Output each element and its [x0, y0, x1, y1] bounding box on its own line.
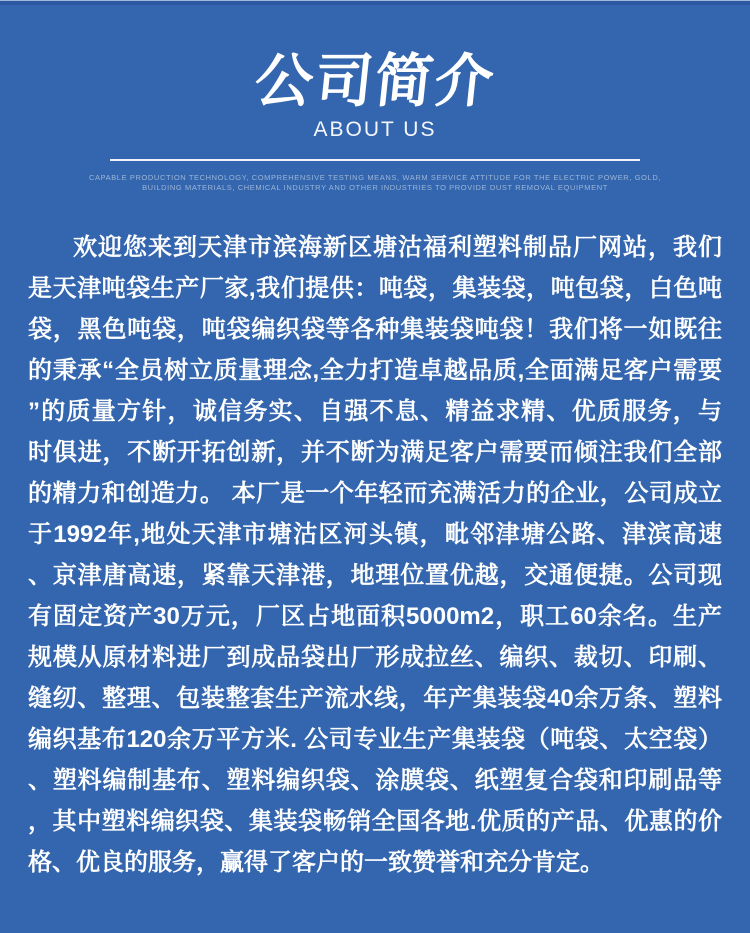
intro-line: 有固定资产30万元，厂区占地面积5000m2，职工60余名。生产 — [28, 603, 722, 630]
intro-line: 时俱进，不断开拓创新，并不断为满足客户需要而倾注我们全部 — [28, 439, 722, 466]
intro-line: ，其中塑料编织袋、集装袋畅销全国各地.优质的产品、优惠的价 — [28, 808, 722, 835]
intro-line: 的精力和创造力。 本厂是一个年轻而充满活力的企业，公司成立 — [28, 480, 722, 507]
intro-line: 、京津唐高速，紧靠天津港，地理位置优越，交通便捷。公司现 — [28, 562, 722, 589]
intro-line: ”的质量方针，诚信务实、自强不息、精益求精、优质服务，与 — [28, 398, 722, 425]
intro-line: 袋，黑色吨袋，吨袋编织袋等各种集装袋吨袋！我们将一如既往 — [28, 316, 722, 343]
divider-line — [110, 159, 640, 161]
intro-line: 规模从原材料进厂到成品袋出厂形成拉丝、编织、裁切、印刷、 — [28, 644, 722, 671]
company-intro-paragraph — [28, 227, 722, 883]
intro-line: 缝纫、整理、包装整套生产流水线，年产集装袋40余万条、塑料 — [28, 685, 722, 712]
intro-line: 的秉承“全员树立质量理念,全力打造卓越品质,全面满足客户需要 — [28, 357, 722, 384]
top-border-strip — [0, 1, 750, 5]
intro-line: 于1992年,地处天津市塘沽区河头镇，毗邻津塘公路、津滨高速 — [28, 521, 722, 548]
intro-line: 欢迎您来到天津市滨海新区塘沽福利塑料制品厂网站，我们 — [73, 234, 722, 261]
english-tagline: CAPABLE PRODUCTION TECHNOLOGY, COMPREHENSIVE TESTING MEANS, WARM SERVICE ATTITUDE FOR THE ELECTRIC POWER, GOLD, BUILDING MATERIALS, CHEMICAL INDUSTRY AND OTHER INDUSTRIES TO PROVIDE DUST REMOVAL EQUIPMENT — [88, 173, 662, 192]
section-header — [0, 51, 750, 193]
page-title: 公司简介 — [251, 49, 499, 114]
intro-line: 是天津吨袋生产厂家,我们提供：吨袋，集装袋，吨包袋，白色吨 — [28, 275, 722, 302]
intro-line: 格、优良的服务，赢得了客户的一致赞誉和充分肯定。 — [28, 849, 604, 876]
intro-line: 、塑料编制基布、塑料编织袋、涂膜袋、纸塑复合袋和印刷品等 — [28, 767, 722, 794]
intro-line: 编织基布120余万平方米. 公司专业生产集装袋（吨袋、太空袋） — [28, 726, 722, 753]
page-subtitle: ABOUT US — [313, 118, 437, 141]
